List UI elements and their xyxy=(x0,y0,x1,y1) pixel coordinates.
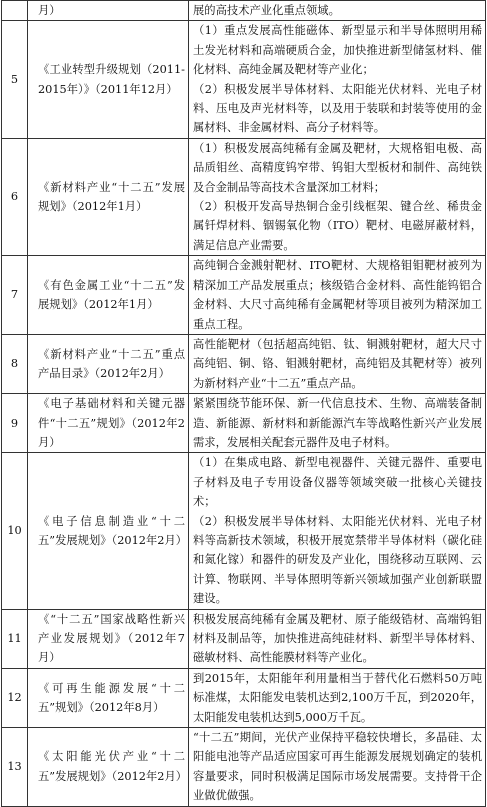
document-title: 《工业转型升级规划（2011-2015年）》（2011年12月） xyxy=(28,21,189,138)
row-content xyxy=(189,668,486,727)
table-row xyxy=(2,728,486,807)
content-paragraph: （2）积极发展半导体材料、太阳能光伏材料、光电子材料等高新技术领域，积极开展宽禁带半导体材料（碳化硅和氮化镓）和器件的研发及产业化，围绕移动互联网、云计算、物联网、半导体照明等新兴领域加强产业创新联盟建设。 xyxy=(193,514,482,606)
row-number: 13 xyxy=(2,728,28,807)
document-title: 《可再生能源发展“十二五”规划》（2012年8月） xyxy=(28,668,189,727)
document-title: 月） xyxy=(28,1,189,21)
row-content xyxy=(189,256,486,335)
document-title: 《新材料产业“十二五”重点产品目录》（2012年2月） xyxy=(28,334,189,393)
row-number: 8 xyxy=(2,334,28,393)
document-title: 《电子信息制造业“十二五”发展规划》（2012年2月） xyxy=(28,453,189,609)
row-number: 5 xyxy=(2,21,28,138)
document-title: 《电子基础材料和关键元器件“十二五”规划》（2012年2月） xyxy=(28,394,189,453)
row-content xyxy=(189,1,486,21)
row-number: 6 xyxy=(2,138,28,255)
row-content xyxy=(189,609,486,668)
row-content xyxy=(189,394,486,453)
row-content xyxy=(189,453,486,609)
content-paragraph: （1）重点发展高性能磁体、新型显示和半导体照明用稀土发光材料和高端硬质合金，加快推进新型储氢材料、催化材料、高纯金属及靶材等产业化； xyxy=(193,24,482,77)
table-row xyxy=(2,668,486,727)
document-title: 《新材料产业“十二五”发展规划》（2012年1月） xyxy=(28,138,189,255)
row-content xyxy=(189,334,486,393)
content-paragraph: 积极发展高纯稀有金属及靶材、原子能级锆材、高端钨钼材料及制品等，加快推进高纯硅材料、新型半导体材料、磁敏材料、高性能膜材料等产业化。 xyxy=(193,612,482,665)
row-content xyxy=(189,138,486,255)
table-row xyxy=(2,394,486,453)
table-row xyxy=(2,609,486,668)
document-title: 《“十二五”国家战略性新兴产业发展规划》（2012年7月） xyxy=(28,609,189,668)
row-number: 7 xyxy=(2,256,28,335)
table-row xyxy=(2,334,486,393)
row-content xyxy=(189,728,486,807)
document-title: 《太阳能光伏产业“十二五”发展规划》（2012年2月） xyxy=(28,728,189,807)
content-paragraph: 紧紧围绕节能环保、新一代信息技术、生物、高端装备制造、新能源、新材料和新能源汽车等战略性新兴产业发展需求，发展相关配套元器件及电子材料。 xyxy=(193,397,482,449)
content-paragraph: （2）积极发展半导体材料、太阳能光伏材料、光电子材料、压电及声光材料等，以及用于装联和封装等使用的金属材料、非金属材料、高分子材料等。 xyxy=(193,82,482,135)
row-number xyxy=(2,1,28,21)
content-paragraph: 高性能靶材（包括超高纯铝、钛、铜溅射靶材，超大尺寸高纯铝、铜、铬、钼溅射靶材，高纯铝及其靶材等）被列为新材料产业“十二五”重点产品。 xyxy=(193,337,482,390)
content-paragraph: （2）积极开发高导热铜合金引线框架、键合丝、稀贵金属钎焊材料、铟锡氧化物（ITO）靶材、电磁屏蔽材料，满足信息产业需要。 xyxy=(193,200,482,252)
content-paragraph: （1）在集成电路、新型电视器件、关键元器件、重要电子材料及电子专用设备仪器等领域突破一批核心关键技术； xyxy=(193,456,482,509)
policy-table xyxy=(1,0,486,807)
row-number: 9 xyxy=(2,394,28,453)
content-paragraph: （1）积极发展高纯稀有金属及靶材，大规格钼电极、高品质钼丝、高精度钨窄带、钨钼大型板材和制件、高纯铁及合金制品等高技术含量深加工材料； xyxy=(193,141,482,194)
content-paragraph: 高纯铜合金溅射靶材、ITO靶材、大规格钼钼靶材被列为精深加工产品发展重点；核级锆合金材料、高性能钨铝合金材料、大尺寸高纯稀有金属靶材等项目被列为精深加工重点工程。 xyxy=(193,259,482,331)
content-paragraph: 到2015年，太阳能年利用量相当于替代化石燃料50万吨标准煤，太阳能发电装机达到2,100万千瓦，到2020年，太阳能发电装机达到5,000万千瓦。 xyxy=(193,671,482,724)
content-paragraph: “十二五”期间，光伏产业保持平稳较快增长，多晶硅、太阳能电池等产品适应国家可再生能源发展规划确定的装机容量要求，同时积极满足国际市场发展需要。支持骨干企业做优做强。 xyxy=(193,731,482,803)
table-row xyxy=(2,1,486,21)
table-row xyxy=(2,453,486,609)
table-row xyxy=(2,138,486,255)
content-paragraph: 展的高技术产业化重点领域。 xyxy=(193,4,340,17)
document-title: 《有色金属工业“十二五”发展规划》（2012年1月） xyxy=(28,256,189,335)
row-number: 11 xyxy=(2,609,28,668)
table-row xyxy=(2,21,486,138)
row-number: 12 xyxy=(2,668,28,727)
table-row xyxy=(2,256,486,335)
row-content xyxy=(189,21,486,138)
row-number: 10 xyxy=(2,453,28,609)
